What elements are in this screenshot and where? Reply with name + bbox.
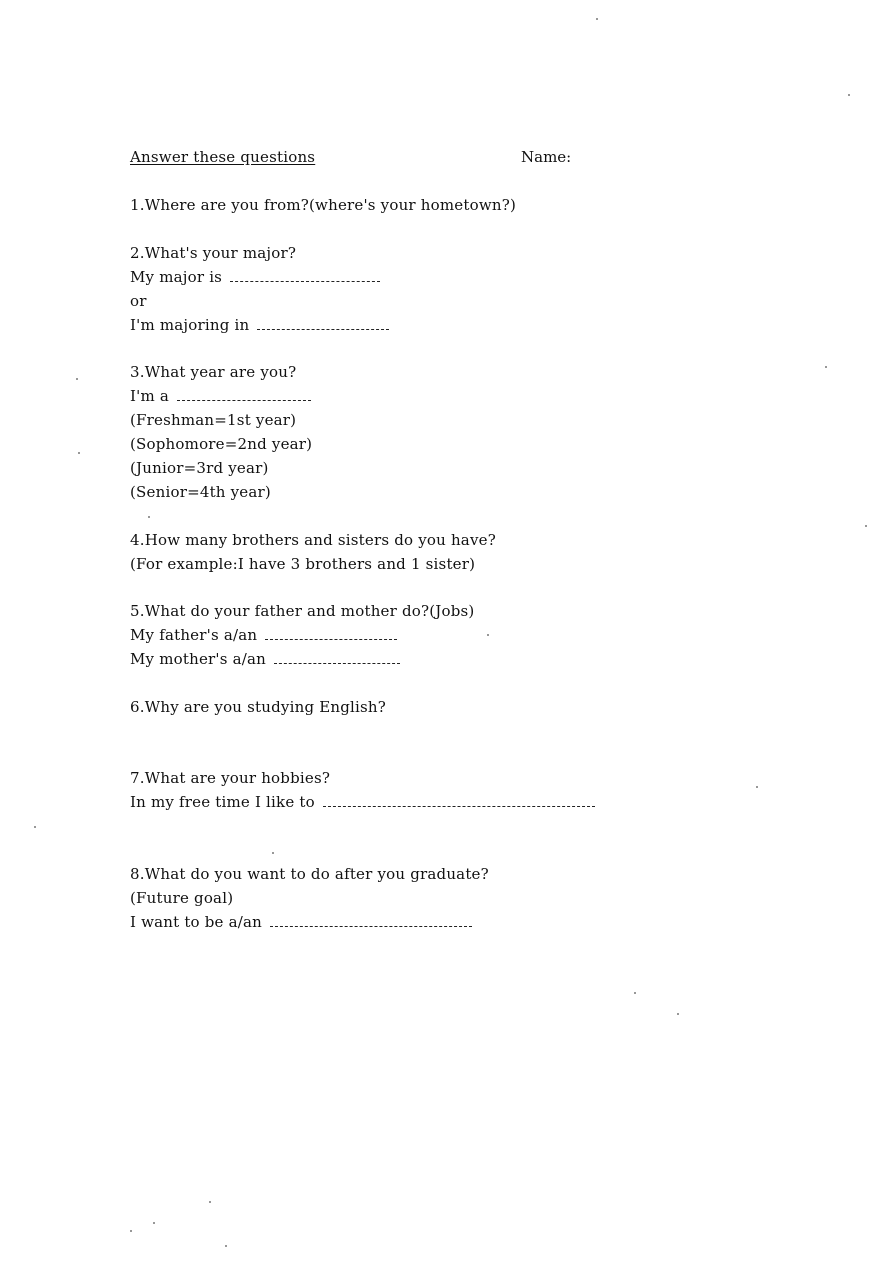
question-8: 8.What do you want to do after you graduate? bbox=[130, 865, 489, 883]
scan-speck bbox=[34, 826, 36, 828]
name-label: Name: bbox=[521, 148, 572, 166]
year-option: (Junior=3rd year) bbox=[130, 459, 269, 477]
scan-speck bbox=[209, 1201, 211, 1203]
year-option: (Senior=4th year) bbox=[130, 483, 271, 501]
major-answer-line bbox=[130, 268, 380, 286]
father-blank[interactable] bbox=[265, 629, 397, 640]
future-prefix: I want to be a/an bbox=[130, 913, 263, 931]
question-4-example: (For example:I have 3 brothers and 1 sister) bbox=[130, 555, 476, 573]
scan-speck bbox=[148, 516, 150, 518]
scan-speck bbox=[78, 452, 80, 454]
majoring-blank[interactable] bbox=[257, 319, 389, 330]
year-option: (Freshman=1st year) bbox=[130, 411, 297, 429]
scan-speck bbox=[153, 1222, 155, 1224]
year-answer-line bbox=[130, 387, 311, 405]
question-8-sub: (Future goal) bbox=[130, 889, 234, 907]
scan-speck bbox=[76, 378, 78, 380]
year-blank[interactable] bbox=[177, 390, 311, 401]
scan-speck bbox=[487, 634, 489, 636]
hobby-blank[interactable] bbox=[323, 796, 595, 807]
question-2: 2.What's your major? bbox=[130, 244, 297, 262]
mother-blank[interactable] bbox=[274, 653, 400, 664]
question-5: 5.What do your father and mother do?(Jobs) bbox=[130, 602, 475, 620]
scan-speck bbox=[130, 1230, 132, 1232]
or-label: or bbox=[130, 292, 147, 310]
question-7: 7.What are your hobbies? bbox=[130, 769, 331, 787]
question-4: 4.How many brothers and sisters do you have? bbox=[130, 531, 496, 549]
scan-speck bbox=[225, 1245, 227, 1247]
future-blank[interactable] bbox=[270, 916, 472, 927]
year-prefix: I'm a bbox=[130, 387, 169, 405]
mother-answer-line bbox=[130, 650, 400, 668]
majoring-prefix: I'm majoring in bbox=[130, 316, 250, 334]
worksheet-heading: Answer these questions bbox=[130, 148, 316, 166]
scan-speck bbox=[272, 852, 274, 854]
scan-speck bbox=[865, 525, 867, 527]
hobby-prefix: In my free time I like to bbox=[130, 793, 315, 811]
hobby-answer-line bbox=[130, 793, 595, 811]
mother-prefix: My mother's a/an bbox=[130, 650, 266, 668]
scan-speck bbox=[848, 94, 850, 96]
year-option: (Sophomore=2nd year) bbox=[130, 435, 313, 453]
future-answer-line bbox=[130, 913, 472, 931]
majoring-answer-line bbox=[130, 316, 389, 334]
major-blank[interactable] bbox=[230, 271, 380, 282]
scan-speck bbox=[756, 786, 758, 788]
scan-speck bbox=[596, 18, 598, 20]
father-answer-line bbox=[130, 626, 397, 644]
father-prefix: My father's a/an bbox=[130, 626, 258, 644]
question-3: 3.What year are you? bbox=[130, 363, 297, 381]
question-6: 6.Why are you studying English? bbox=[130, 698, 387, 716]
scan-speck bbox=[634, 992, 636, 994]
scan-speck bbox=[677, 1013, 679, 1015]
scan-speck bbox=[825, 366, 827, 368]
question-1: 1.Where are you from?(where's your hometown?) bbox=[130, 196, 517, 214]
major-prefix: My major is bbox=[130, 268, 223, 286]
